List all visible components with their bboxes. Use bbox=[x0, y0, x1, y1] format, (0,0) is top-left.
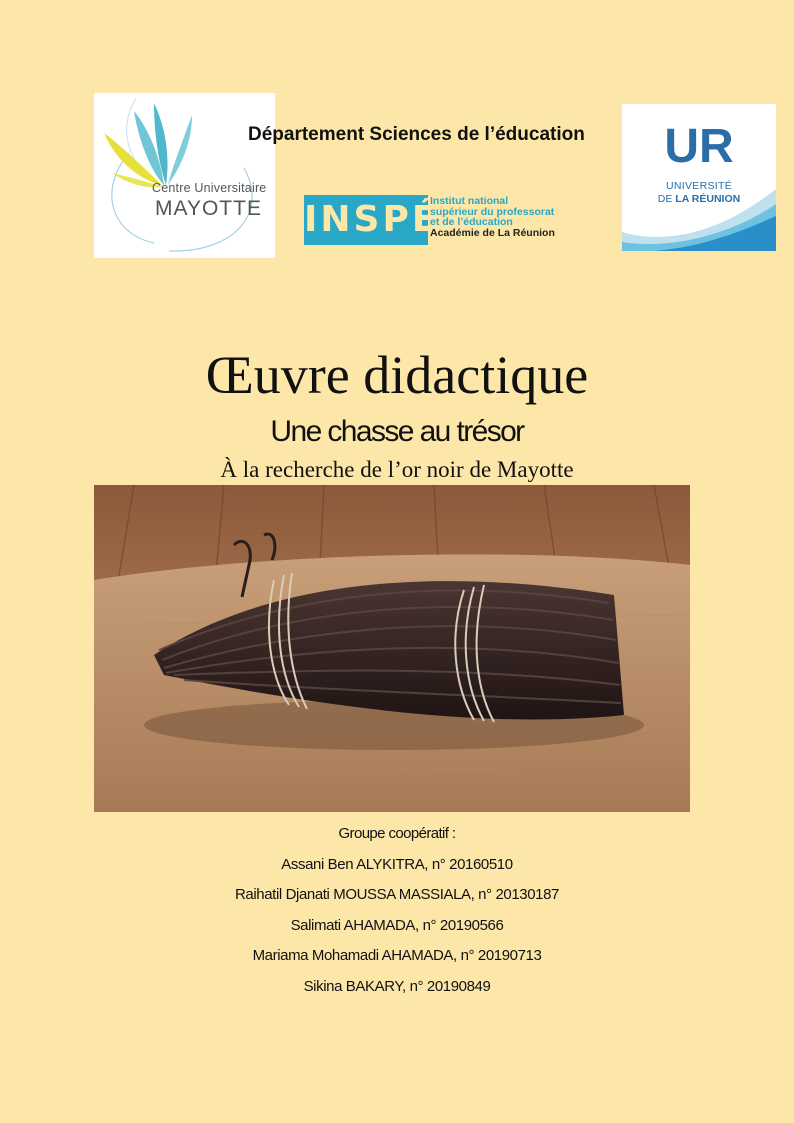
member-3: Salimati AHAMADA, n° 20190566 bbox=[290, 917, 504, 934]
inspe-line2: supérieur du professorat bbox=[430, 205, 555, 218]
document-title: Œuvre didactique bbox=[205, 345, 589, 405]
petals-icon bbox=[94, 93, 275, 258]
document-tagline: À la recherche de l’or noir de Mayotte bbox=[220, 457, 574, 482]
group-label: Groupe coopératif : bbox=[338, 825, 456, 842]
vanilla-photo bbox=[94, 485, 690, 812]
logo-right-line1: UNIVERSITÉ bbox=[665, 180, 732, 192]
logo-left-line1: Centre Universitaire bbox=[152, 181, 267, 195]
inspe-line3: et de l’éducation bbox=[430, 216, 513, 228]
inspe-text-block bbox=[430, 196, 555, 238]
inspe-line4: Académie de La Réunion bbox=[430, 226, 555, 239]
centre-universitaire-mayotte-logo bbox=[94, 93, 275, 258]
logo-left-line2: MAYOTTE bbox=[155, 197, 262, 220]
universite-reunion-logo bbox=[622, 104, 776, 251]
member-4: Mariama Mohamadi AHAMADA, n° 20190713 bbox=[252, 947, 542, 964]
member-1: Assani Ben ALYKITRA, n° 20160510 bbox=[281, 856, 513, 873]
ur-waves-icon bbox=[622, 104, 776, 251]
department-title: Département Sciences de l’éducation bbox=[248, 124, 585, 145]
inspe-logo bbox=[304, 195, 579, 251]
inspe-line1: Institut national bbox=[430, 195, 509, 207]
member-5: Sikina BAKARY, n° 20190849 bbox=[303, 978, 491, 995]
inspe-acronym: INSPÉ bbox=[304, 195, 428, 245]
logo-right-line2: DE LA RÉUNION bbox=[657, 193, 741, 205]
vanilla-bundle-illustration bbox=[94, 485, 690, 812]
document-subtitle: Une chasse au trésor bbox=[270, 415, 524, 448]
ur-letters: UR bbox=[664, 120, 734, 173]
member-2: Raihatil Djanati MOUSSA MASSIALA, n° 20130187 bbox=[234, 886, 559, 903]
